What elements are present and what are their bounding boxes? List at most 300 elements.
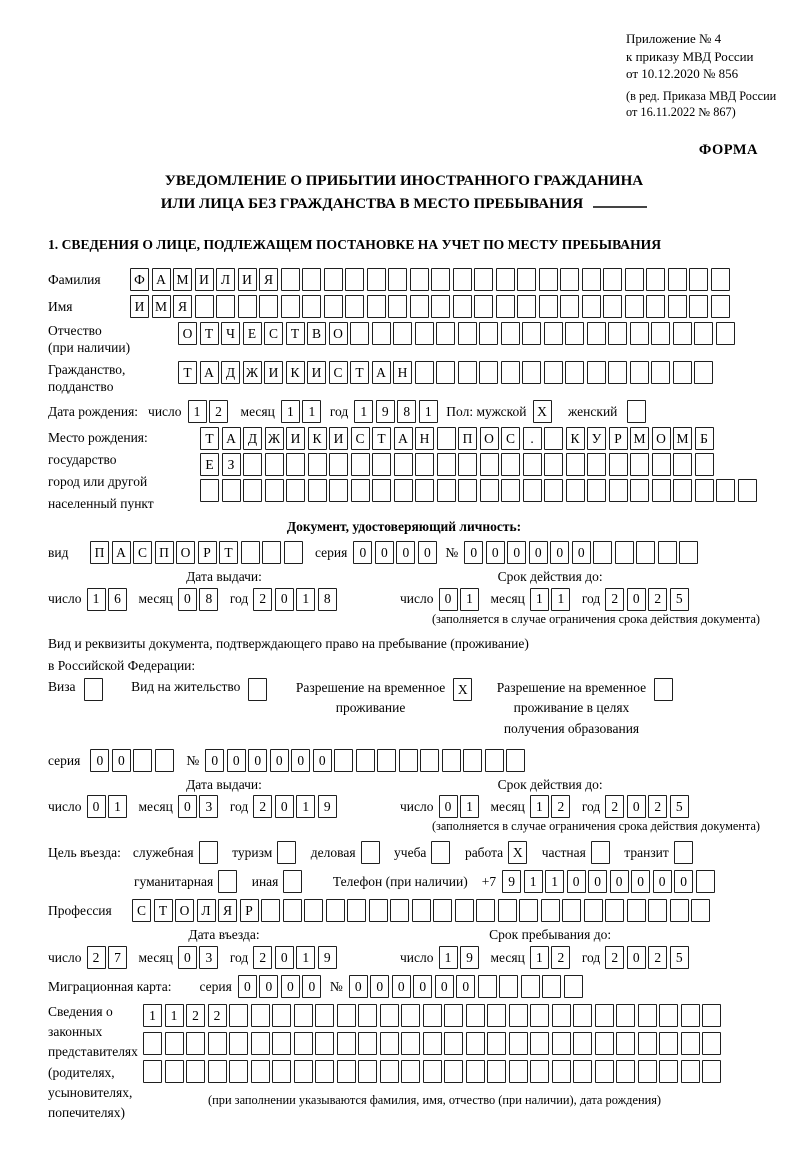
char-box[interactable]: О [329,322,348,345]
char-box[interactable] [587,361,606,384]
char-box[interactable] [431,295,450,318]
char-box[interactable]: Т [372,427,391,450]
char-box[interactable]: 0 [349,975,368,998]
char-box[interactable]: 0 [375,541,394,564]
char-box[interactable]: Т [200,322,219,345]
char-box[interactable] [487,1004,506,1027]
char-box[interactable]: 1 [296,946,315,969]
char-box[interactable] [358,1060,377,1083]
char-box[interactable] [630,479,649,502]
char-box[interactable] [616,1004,635,1027]
char-box[interactable]: Т [200,427,219,450]
char-box[interactable]: 0 [87,795,106,818]
char-box[interactable]: 1 [551,588,570,611]
char-box[interactable]: 0 [529,541,548,564]
char-box[interactable] [711,295,730,318]
char-box[interactable] [658,541,677,564]
char-box[interactable] [616,1032,635,1055]
char-box[interactable]: 2 [648,946,667,969]
char-box[interactable]: К [286,361,305,384]
char-box[interactable] [315,1032,334,1055]
char-box[interactable] [380,1032,399,1055]
char-box[interactable] [431,841,450,864]
char-box[interactable] [284,541,303,564]
char-box[interactable] [681,1060,700,1083]
char-box[interactable]: 0 [550,541,569,564]
char-box[interactable] [251,1004,270,1027]
char-box[interactable]: И [238,268,257,291]
char-box[interactable]: 2 [551,795,570,818]
char-box[interactable] [143,1060,162,1083]
char-box[interactable]: 0 [205,749,224,772]
char-box[interactable] [608,361,627,384]
char-box[interactable] [229,1032,248,1055]
char-box[interactable]: 1 [419,400,438,423]
char-box[interactable]: О [480,427,499,450]
char-box[interactable] [673,361,692,384]
char-box[interactable] [694,322,713,345]
char-box[interactable] [466,1032,485,1055]
char-box[interactable] [259,295,278,318]
char-box[interactable] [582,268,601,291]
char-box[interactable] [552,1060,571,1083]
char-box[interactable] [345,268,364,291]
char-box[interactable] [218,870,237,893]
char-box[interactable]: 9 [376,400,395,423]
char-box[interactable] [544,361,563,384]
char-box[interactable] [420,749,439,772]
char-box[interactable]: 0 [418,541,437,564]
char-box[interactable] [458,453,477,476]
char-box[interactable]: 3 [199,946,218,969]
char-box[interactable] [294,1032,313,1055]
char-box[interactable] [302,295,321,318]
char-box[interactable]: 0 [631,870,650,893]
char-box[interactable] [369,899,388,922]
char-box[interactable] [294,1004,313,1027]
char-box[interactable] [326,899,345,922]
char-box[interactable] [501,453,520,476]
char-box[interactable]: 1 [296,795,315,818]
char-box[interactable]: 5 [670,946,689,969]
char-box[interactable] [673,453,692,476]
char-box[interactable]: 2 [605,588,624,611]
char-box[interactable] [345,295,364,318]
char-box[interactable]: 1 [87,588,106,611]
char-box[interactable] [530,1032,549,1055]
char-box[interactable] [444,1060,463,1083]
char-box[interactable]: С [501,427,520,450]
char-box[interactable]: 0 [439,588,458,611]
char-box[interactable]: 0 [238,975,257,998]
char-box[interactable] [208,1032,227,1055]
char-box[interactable] [463,749,482,772]
char-box[interactable] [673,479,692,502]
char-box[interactable] [522,322,541,345]
char-box[interactable] [480,479,499,502]
char-box[interactable] [552,1004,571,1027]
char-box[interactable]: Ж [243,361,262,384]
char-box[interactable]: Л [216,268,235,291]
char-box[interactable]: Я [259,268,278,291]
char-box[interactable] [654,678,673,701]
char-box[interactable] [638,1060,657,1083]
char-box[interactable]: 0 [227,749,246,772]
char-box[interactable]: Ж [265,427,284,450]
char-box[interactable] [541,899,560,922]
char-box[interactable] [200,479,219,502]
char-box[interactable]: 0 [674,870,693,893]
char-box[interactable] [304,899,323,922]
char-box[interactable] [410,268,429,291]
char-box[interactable] [401,1004,420,1027]
char-box[interactable]: 0 [178,946,197,969]
char-box[interactable] [695,479,714,502]
char-box[interactable] [509,1004,528,1027]
char-box[interactable] [372,479,391,502]
char-box[interactable] [165,1032,184,1055]
char-box[interactable] [410,295,429,318]
char-box[interactable]: . [523,427,542,450]
char-box[interactable] [479,322,498,345]
char-box[interactable]: 2 [209,400,228,423]
char-box[interactable] [474,268,493,291]
char-box[interactable]: 0 [627,795,646,818]
char-box[interactable] [506,749,525,772]
char-box[interactable] [595,1004,614,1027]
char-box[interactable] [294,1060,313,1083]
char-box[interactable]: М [673,427,692,450]
char-box[interactable] [681,1032,700,1055]
char-box[interactable]: Н [415,427,434,450]
char-box[interactable] [243,479,262,502]
char-box[interactable]: 0 [464,541,483,564]
char-box[interactable] [651,322,670,345]
char-box[interactable] [394,479,413,502]
char-box[interactable]: 1 [188,400,207,423]
char-box[interactable]: П [458,427,477,450]
char-box[interactable] [143,1032,162,1055]
char-box[interactable] [691,899,710,922]
char-box[interactable] [544,453,563,476]
char-box[interactable] [367,295,386,318]
char-box[interactable]: 0 [456,975,475,998]
char-box[interactable] [552,1032,571,1055]
char-box[interactable] [702,1060,721,1083]
char-box[interactable]: Я [218,899,237,922]
char-box[interactable] [564,975,583,998]
char-box[interactable] [248,678,267,701]
char-box[interactable] [689,268,708,291]
char-box[interactable] [673,322,692,345]
char-box[interactable] [530,1004,549,1027]
char-box[interactable] [609,479,628,502]
char-box[interactable] [501,322,520,345]
char-box[interactable]: 0 [281,975,300,998]
char-box[interactable] [674,841,693,864]
char-box[interactable] [437,427,456,450]
char-box[interactable]: 1 [302,400,321,423]
char-box[interactable] [324,295,343,318]
char-box[interactable]: 0 [275,946,294,969]
char-box[interactable] [702,1032,721,1055]
char-box[interactable] [415,479,434,502]
char-box[interactable] [609,453,628,476]
char-box[interactable] [195,295,214,318]
char-box[interactable] [498,899,517,922]
char-box[interactable] [608,322,627,345]
char-box[interactable]: И [264,361,283,384]
char-box[interactable]: 1 [354,400,373,423]
char-box[interactable]: 0 [90,749,109,772]
char-box[interactable]: 2 [551,946,570,969]
char-box[interactable] [702,1004,721,1027]
char-box[interactable] [519,899,538,922]
char-box[interactable] [238,295,257,318]
char-box[interactable]: 1 [143,1004,162,1027]
char-box[interactable] [587,453,606,476]
char-box[interactable] [638,1004,657,1027]
char-box[interactable] [593,541,612,564]
char-box[interactable] [329,479,348,502]
char-box[interactable] [283,870,302,893]
char-box[interactable] [351,453,370,476]
char-box[interactable]: О [178,322,197,345]
char-box[interactable] [216,295,235,318]
char-box[interactable] [716,322,735,345]
char-box[interactable]: 0 [302,975,321,998]
char-box[interactable] [415,361,434,384]
char-box[interactable]: Е [200,453,219,476]
char-box[interactable]: Р [198,541,217,564]
char-box[interactable]: 1 [530,588,549,611]
char-box[interactable] [229,1060,248,1083]
char-box[interactable]: 1 [165,1004,184,1027]
char-box[interactable] [453,268,472,291]
char-box[interactable]: 0 [435,975,454,998]
char-box[interactable]: А [222,427,241,450]
char-box[interactable]: Ч [221,322,240,345]
char-box[interactable] [277,841,296,864]
char-box[interactable] [595,1032,614,1055]
char-box[interactable] [496,295,515,318]
char-box[interactable]: 9 [502,870,521,893]
char-box[interactable] [716,479,735,502]
char-box[interactable]: 3 [199,795,218,818]
char-box[interactable]: Ф [130,268,149,291]
char-box[interactable] [433,899,452,922]
char-box[interactable] [412,899,431,922]
char-box[interactable]: 0 [353,541,372,564]
char-box[interactable] [738,479,757,502]
char-box[interactable]: 1 [439,946,458,969]
char-box[interactable] [501,361,520,384]
char-box[interactable] [582,295,601,318]
char-box[interactable]: 2 [605,795,624,818]
char-box[interactable] [380,1004,399,1027]
char-box[interactable]: 0 [572,541,591,564]
char-box[interactable]: 0 [291,749,310,772]
char-box[interactable]: 0 [486,541,505,564]
char-box[interactable] [388,295,407,318]
char-box[interactable]: К [308,427,327,450]
char-box[interactable]: 5 [670,588,689,611]
char-box[interactable] [380,1060,399,1083]
char-box[interactable] [565,361,584,384]
char-box[interactable] [272,1004,291,1027]
char-box[interactable]: 2 [186,1004,205,1027]
char-box[interactable] [523,453,542,476]
char-box[interactable] [485,749,504,772]
char-box[interactable] [496,268,515,291]
char-box[interactable] [458,479,477,502]
char-box[interactable]: И [130,295,149,318]
char-box[interactable]: 0 [370,975,389,998]
char-box[interactable] [517,268,536,291]
char-box[interactable] [694,361,713,384]
char-box[interactable] [566,479,585,502]
char-box[interactable]: Т [178,361,197,384]
char-box[interactable] [659,1060,678,1083]
char-box[interactable]: С [329,361,348,384]
char-box[interactable] [281,295,300,318]
char-box[interactable]: 0 [178,795,197,818]
char-box[interactable]: 6 [108,588,127,611]
char-box[interactable] [283,899,302,922]
char-box[interactable]: 2 [87,946,106,969]
char-box[interactable]: М [173,268,192,291]
char-box[interactable]: 9 [318,946,337,969]
char-box[interactable] [573,1004,592,1027]
char-box[interactable]: Т [350,361,369,384]
char-box[interactable] [630,361,649,384]
char-box[interactable] [646,268,665,291]
char-box[interactable] [415,322,434,345]
char-box[interactable] [308,453,327,476]
char-box[interactable] [265,453,284,476]
char-box[interactable] [437,479,456,502]
char-box[interactable]: 0 [275,795,294,818]
char-box[interactable]: 1 [460,588,479,611]
char-box[interactable] [337,1060,356,1083]
char-box[interactable] [444,1032,463,1055]
char-box[interactable] [573,1032,592,1055]
char-box[interactable] [358,1004,377,1027]
char-box[interactable]: 1 [281,400,300,423]
char-box[interactable] [272,1060,291,1083]
char-box[interactable] [487,1060,506,1083]
char-box[interactable]: В [307,322,326,345]
char-box[interactable]: Р [609,427,628,450]
char-box[interactable]: 0 [439,795,458,818]
char-box[interactable] [361,841,380,864]
char-box[interactable] [372,453,391,476]
char-box[interactable] [458,322,477,345]
char-box[interactable] [544,322,563,345]
char-box[interactable] [466,1004,485,1027]
char-box[interactable] [272,1032,291,1055]
char-box[interactable]: М [630,427,649,450]
char-box[interactable]: И [329,427,348,450]
char-box[interactable] [630,322,649,345]
char-box[interactable]: 1 [296,588,315,611]
char-box[interactable] [315,1004,334,1027]
char-box[interactable]: А [200,361,219,384]
char-box[interactable] [591,841,610,864]
char-box[interactable] [474,295,493,318]
char-box[interactable] [625,295,644,318]
char-box[interactable] [689,295,708,318]
char-box[interactable] [388,268,407,291]
char-box[interactable] [523,479,542,502]
char-box[interactable] [616,1060,635,1083]
char-box[interactable] [222,479,241,502]
char-box[interactable] [627,899,646,922]
char-box[interactable] [251,1032,270,1055]
char-box[interactable] [199,841,218,864]
char-box[interactable] [476,899,495,922]
char-box[interactable] [636,541,655,564]
char-box[interactable] [711,268,730,291]
char-box[interactable] [334,749,353,772]
char-box[interactable]: С [133,541,152,564]
char-box[interactable] [605,899,624,922]
char-box[interactable] [423,1004,442,1027]
char-box[interactable] [560,268,579,291]
char-box[interactable] [587,479,606,502]
char-box[interactable] [544,427,563,450]
char-box[interactable] [347,899,366,922]
char-box[interactable]: X [453,678,472,701]
char-box[interactable] [367,268,386,291]
char-box[interactable] [155,749,174,772]
char-box[interactable]: Е [243,322,262,345]
char-box[interactable] [262,541,281,564]
char-box[interactable] [431,268,450,291]
char-box[interactable] [265,479,284,502]
char-box[interactable] [372,322,391,345]
char-box[interactable]: 0 [270,749,289,772]
char-box[interactable]: Т [286,322,305,345]
char-box[interactable] [436,322,455,345]
char-box[interactable]: 0 [112,749,131,772]
char-box[interactable]: 1 [524,870,543,893]
char-box[interactable]: Л [197,899,216,922]
char-box[interactable] [356,749,375,772]
char-box[interactable] [401,1032,420,1055]
char-box[interactable] [390,899,409,922]
char-box[interactable]: А [152,268,171,291]
char-box[interactable]: 0 [610,870,629,893]
char-box[interactable]: И [195,268,214,291]
char-box[interactable] [584,899,603,922]
char-box[interactable] [351,479,370,502]
char-box[interactable] [229,1004,248,1027]
char-box[interactable] [659,1032,678,1055]
char-box[interactable]: И [307,361,326,384]
char-box[interactable]: 0 [653,870,672,893]
char-box[interactable] [595,1060,614,1083]
char-box[interactable] [281,268,300,291]
char-box[interactable]: С [351,427,370,450]
char-box[interactable] [442,749,461,772]
char-box[interactable]: 2 [253,946,272,969]
char-box[interactable] [241,541,260,564]
char-box[interactable]: 2 [253,588,272,611]
char-box[interactable] [648,899,667,922]
char-box[interactable] [358,1032,377,1055]
char-box[interactable] [542,975,561,998]
